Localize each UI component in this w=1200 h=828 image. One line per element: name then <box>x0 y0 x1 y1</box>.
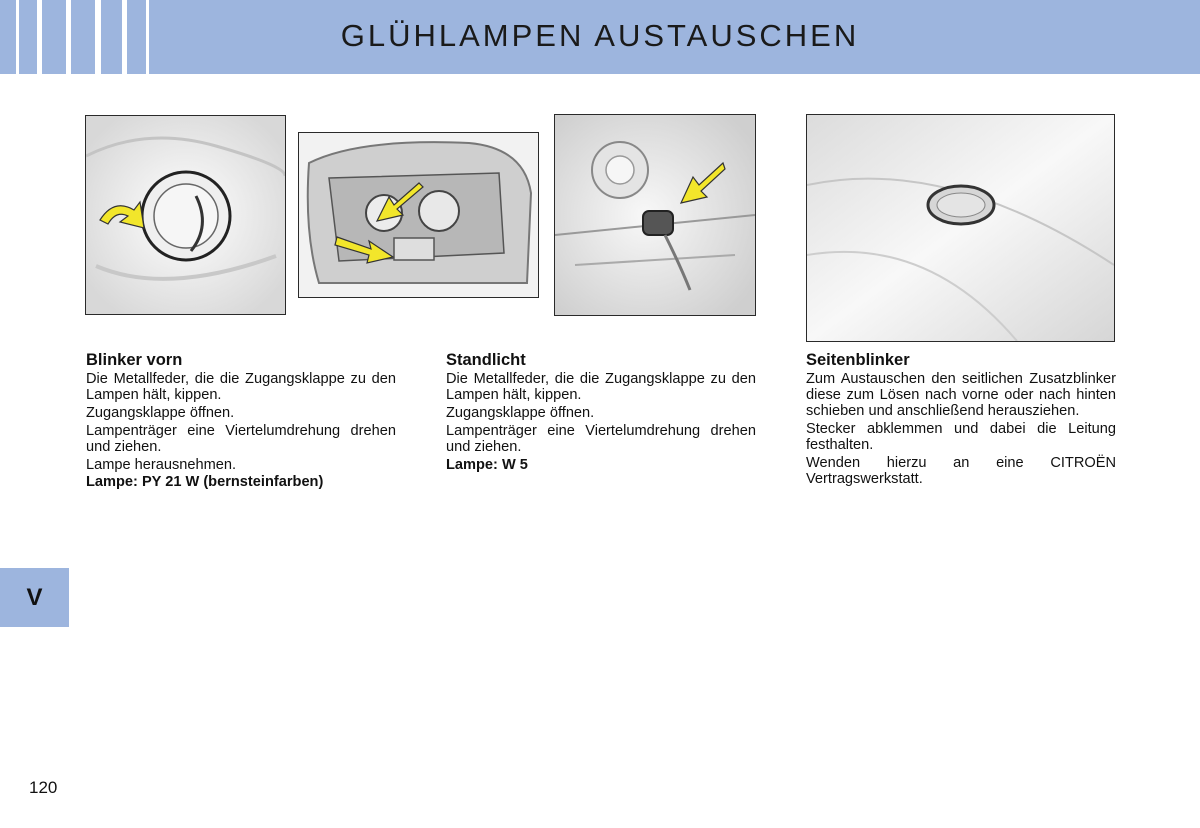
section-heading: Blinker vorn <box>86 351 183 369</box>
section-blinker-vorn <box>86 351 396 492</box>
paragraph: Die Metallfeder, die die Zugangsklappe zu den Lampen hält, kippen. <box>86 371 396 404</box>
paragraph: Stecker abklemmen und dabei die Leitung festhalten. <box>806 421 1116 454</box>
paragraph: Zugangsklappe öffnen. <box>86 404 235 421</box>
figure-front-indicator <box>85 115 286 315</box>
figure-headlamp-assembly <box>298 132 539 298</box>
page-number: 120 <box>29 778 58 797</box>
figure-side-repeater <box>806 114 1115 342</box>
figure-sidelight <box>554 114 756 316</box>
paragraph: Lampenträger eine Viertelumdrehung drehen und ziehen. <box>86 422 396 455</box>
section-seitenblinker <box>806 351 1116 489</box>
paragraph: Zugangsklappe öffnen. <box>446 404 595 421</box>
section-heading: Standlicht <box>446 351 526 369</box>
page-title: GLÜHLAMPEN AUSTAUSCHEN <box>340 18 860 53</box>
paragraph: Lampe herausnehmen. <box>86 456 237 473</box>
chapter-tab: V <box>0 568 69 627</box>
lamp-spec: Lampe: PY 21 W (bernsteinfarben) <box>86 474 324 491</box>
paragraph: Die Metallfeder, die die Zugangsklappe zu den Lampen hält, kippen. <box>446 371 756 404</box>
paragraph: Zum Austauschen den seitlichen Zusatzblinker diese zum Lösen nach vorne oder nach hinten schieben und anschließend herausziehen. <box>806 371 1116 420</box>
lamp-spec: Lampe: W 5 <box>446 456 528 473</box>
section-standlicht <box>446 351 756 474</box>
paragraph: Lampenträger eine Viertelumdrehung drehen und ziehen. <box>446 422 756 455</box>
paragraph: Wenden hierzu an eine CITROËN Vertragswerkstatt. <box>806 455 1116 488</box>
section-heading: Seitenblinker <box>806 351 910 369</box>
header-band <box>0 0 1200 74</box>
